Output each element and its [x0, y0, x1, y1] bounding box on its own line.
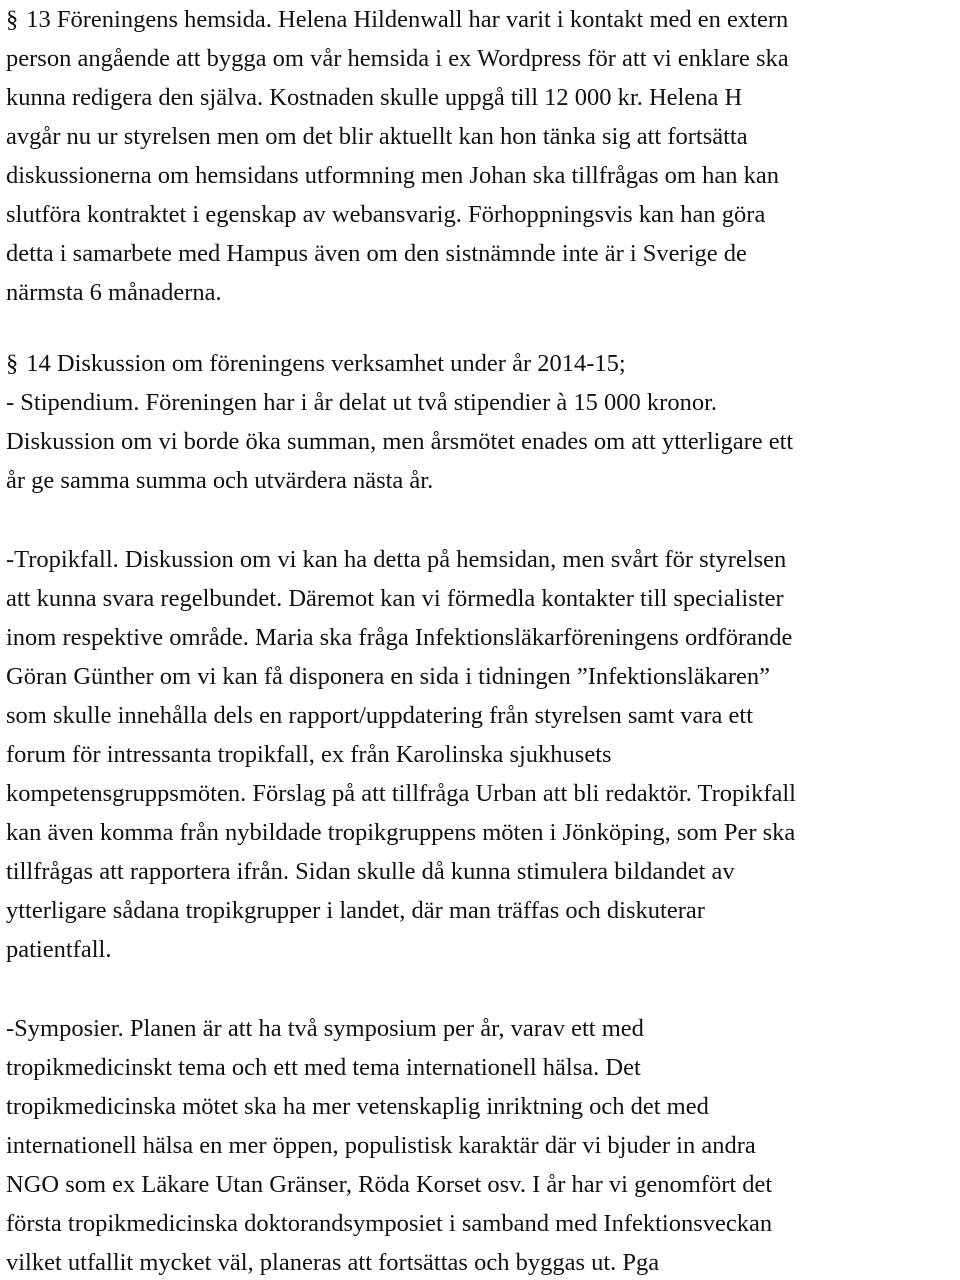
paragraph-line: tropikmedicinskt tema och ett med tema internationell hälsa. Det	[6, 1054, 641, 1081]
section-sign-icon: §	[6, 6, 19, 33]
paragraph-line: första tropikmedicinska doktorandsymposiet i samband med Infektionsveckan	[6, 1210, 773, 1237]
paragraph-tropikfall	[6, 540, 956, 969]
paragraph-line: att kunna svara regelbundet. Däremot kan vi förmedla kontakter till specialister	[6, 585, 784, 612]
paragraph-line: vilket utfallit mycket väl, planeras att fortsättas och byggas ut. Pga	[6, 1249, 660, 1276]
paragraph-line: kompetensgruppsmöten. Förslag på att tillfråga Urban att bli redaktör. Tropikfall	[6, 780, 796, 807]
paragraph-line: som skulle innehålla dels en rapport/uppdatering från styrelsen samt vara ett	[6, 702, 754, 729]
paragraph-line: § 13 Föreningens hemsida. Helena Hildenwall har varit i kontakt med en extern	[6, 0, 956, 39]
paragraph-line: NGO som ex Läkare Utan Gränser, Röda Korset osv. I år har vi genomfört det	[6, 1171, 773, 1198]
paragraph-line: diskussionerna om hemsidans utformning men Johan ska tillfrågas om han kan	[6, 162, 779, 189]
paragraph-line: forum för intressanta tropikfall, ex från Karolinska sjukhusets	[6, 741, 612, 768]
section-13-hemsida	[6, 0, 956, 312]
paragraph-line: avgår nu ur styrelsen men om det blir aktuellt kan hon tänka sig att fortsätta	[6, 123, 748, 150]
section-14-verksamhet	[6, 344, 956, 500]
section-sign-icon: §	[6, 350, 19, 377]
paragraph-line: - Stipendium. Föreningen har i år delat ut två stipendier à 15 000 kronor.	[6, 389, 718, 416]
paragraph-line: § 14 Diskussion om föreningens verksamhet under år 2014-15;	[6, 344, 956, 383]
paragraph-line: detta i samarbete med Hampus även om den sistnämnde inte är i Sverige de	[6, 240, 747, 267]
paragraph-line: ytterligare sådana tropikgrupper i landet, där man träffas och diskuterar	[6, 897, 705, 924]
paragraph-line: år ge samma summa och utvärdera nästa år.	[6, 467, 434, 494]
paragraph-line: närmsta 6 månaderna.	[6, 279, 222, 306]
paragraph-line: patientfall.	[6, 936, 112, 963]
paragraph-line: -Tropikfall. Diskussion om vi kan ha detta på hemsidan, men svårt för styrelsen	[6, 546, 787, 573]
paragraph-line: Göran Günther om vi kan få disponera en sida i tidningen ”Infektionsläkaren”	[6, 663, 771, 690]
paragraph-line: kunna redigera den själva. Kostnaden skulle uppgå till 12 000 kr. Helena H	[6, 84, 743, 111]
paragraph-line: Diskussion om vi borde öka summan, men årsmötet enades om att ytterligare ett	[6, 428, 794, 455]
paragraph-line: -Symposier. Planen är att ha två symposium per år, varav ett med	[6, 1015, 644, 1042]
paragraph-symposier	[6, 1009, 956, 1280]
paragraph-line: person angående att bygga om vår hemsida i ex Wordpress för att vi enklare ska	[6, 45, 789, 72]
paragraph-line: slutföra kontraktet i egenskap av webansvarig. Förhoppningsvis kan han göra	[6, 201, 766, 228]
paragraph-line: internationell hälsa en mer öppen, populistisk karaktär där vi bjuder in andra	[6, 1132, 756, 1159]
paragraph-line: tillfrågas att rapportera ifrån. Sidan skulle då kunna stimulera bildandet av	[6, 858, 735, 885]
paragraph-line: kan även komma från nybildade tropikgruppens möten i Jönköping, som Per ska	[6, 819, 796, 846]
paragraph-line: tropikmedicinska mötet ska ha mer vetenskaplig inriktning och det med	[6, 1093, 709, 1120]
paragraph-line: inom respektive område. Maria ska fråga Infektionsläkarföreningens ordförande	[6, 624, 793, 651]
